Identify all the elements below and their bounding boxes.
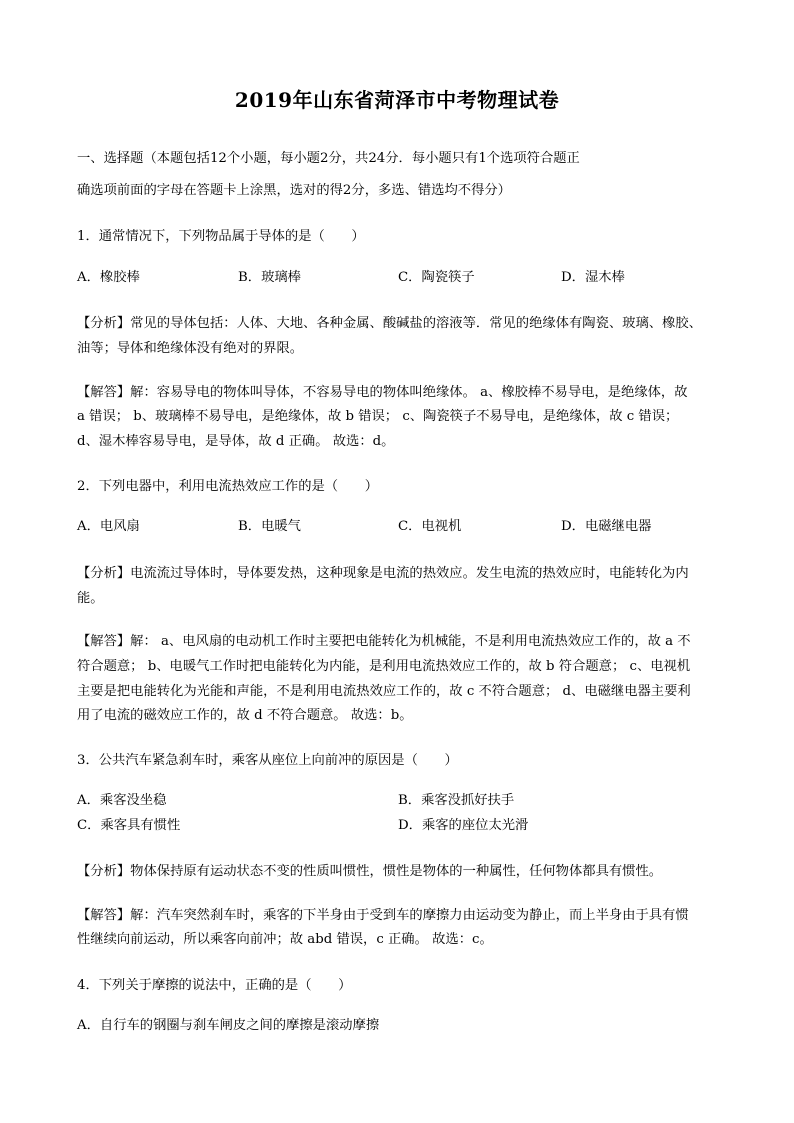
page-title: 2019年山东省菏泽市中考物理试卷 — [234, 88, 560, 112]
q4-stem: 4．下列关于摩擦的说法中，正确的是（ ） — [77, 978, 352, 993]
q1-answer-line-3: d、湿木棒容易导电，是导体，故 d 正确。 故选：d。 — [77, 434, 395, 449]
q2-option-b: B．电暖气 — [238, 519, 301, 534]
q3-answer-line-2: 性继续向前运动，所以乘客向前冲；故 abd 错误，c 正确。 故选：c。 — [77, 932, 493, 947]
q2-option-c: C．电视机 — [398, 519, 462, 534]
q1-option-d: D．湿木棒 — [561, 270, 625, 285]
q2-stem: 2．下列电器中，利用电流热效应工作的是（ ） — [77, 479, 378, 494]
q3-option-a: A．乘客没坐稳 — [77, 793, 167, 808]
q1-option-b: B．玻璃棒 — [238, 270, 301, 285]
q1-analysis-line-1: 【分析】常见的导体包括：人体、大地、各种金属、酸碱盐的溶液等．常见的绝缘体有陶瓷、玻璃、橡胶、 — [77, 316, 702, 331]
q2-answer-line-2: 符合题意； b、电暖气工作时把电能转化为内能，是利用电流热效应工作的，故 b 符合题意； c、电视机 — [77, 659, 691, 674]
q2-answer-line-1: 【解答】解： a、电风扇的电动机工作时主要把电能转化为机械能，不是利用电流热效应工作的，故 a 不 — [77, 634, 691, 649]
q2-analysis-line-1: 【分析】电流流过导体时，导体要发热，这种现象是电流的热效应。发生电流的热效应时，电能转化为内 — [77, 566, 689, 581]
q3-analysis-line-1: 【分析】物体保持原有运动状态不变的性质叫惯性，惯性是物体的一种属性，任何物体都具有惯性。 — [77, 864, 663, 879]
q2-option-a: A．电风扇 — [77, 519, 140, 534]
section-intro-line-2: 确选项前面的字母在答题卡上涂黑，选对的得2分，多选、错选均不得分） — [77, 183, 511, 198]
q2-option-d: D．电磁继电器 — [561, 519, 652, 534]
q3-option-b: B．乘客没抓好扶手 — [398, 793, 515, 808]
q1-option-a: A．橡胶棒 — [77, 270, 140, 285]
q3-answer-line-1: 【解答】解：汽车突然刹车时，乘客的下半身由于受到车的摩擦力由运动变为静止，而上半身由于具有惯 — [77, 908, 689, 923]
q3-stem: 3．公共汽车紧急刹车时，乘客从座位上向前冲的原因是（ ） — [77, 753, 458, 768]
q3-option-d: D．乘客的座位太光滑 — [398, 818, 529, 833]
q4-option-a: A．自行车的钢圈与刹车闸皮之间的摩擦是滚动摩擦 — [77, 1018, 380, 1033]
q2-answer-line-3: 主要是把电能转化为光能和声能，不是利用电流热效应工作的，故 c 不符合题意； d、电磁继电器主要利 — [77, 684, 691, 699]
section-intro-line-1: 一、选择题（本题包括12个小题，每小题2分，共24分．每小题只有1个选项符合题正 — [77, 151, 580, 166]
q2-answer-line-4: 用了电流的磁效应工作的，故 d 不符合题意。 故选：b。 — [77, 708, 413, 723]
q1-stem: 1．通常情况下，下列物品属于导体的是（ ） — [77, 229, 365, 244]
q1-answer-line-2: a 错误； b、玻璃棒不易导电，是绝缘体，故 b 错误； c、陶瓷筷子不易导电，是绝缘体，故 c 错误； — [77, 409, 679, 424]
q1-answer-line-1: 【解答】解：容易导电的物体叫导体，不容易导电的物体叫绝缘体。 a、橡胶棒不易导电，是绝缘体，故 — [77, 385, 688, 400]
q1-analysis-line-2: 油等；导体和绝缘体没有绝对的界限。 — [77, 341, 304, 356]
q2-analysis-line-2: 能。 — [77, 591, 104, 606]
q1-option-c: C．陶瓷筷子 — [398, 270, 475, 285]
q3-option-c: C．乘客具有惯性 — [77, 818, 181, 833]
